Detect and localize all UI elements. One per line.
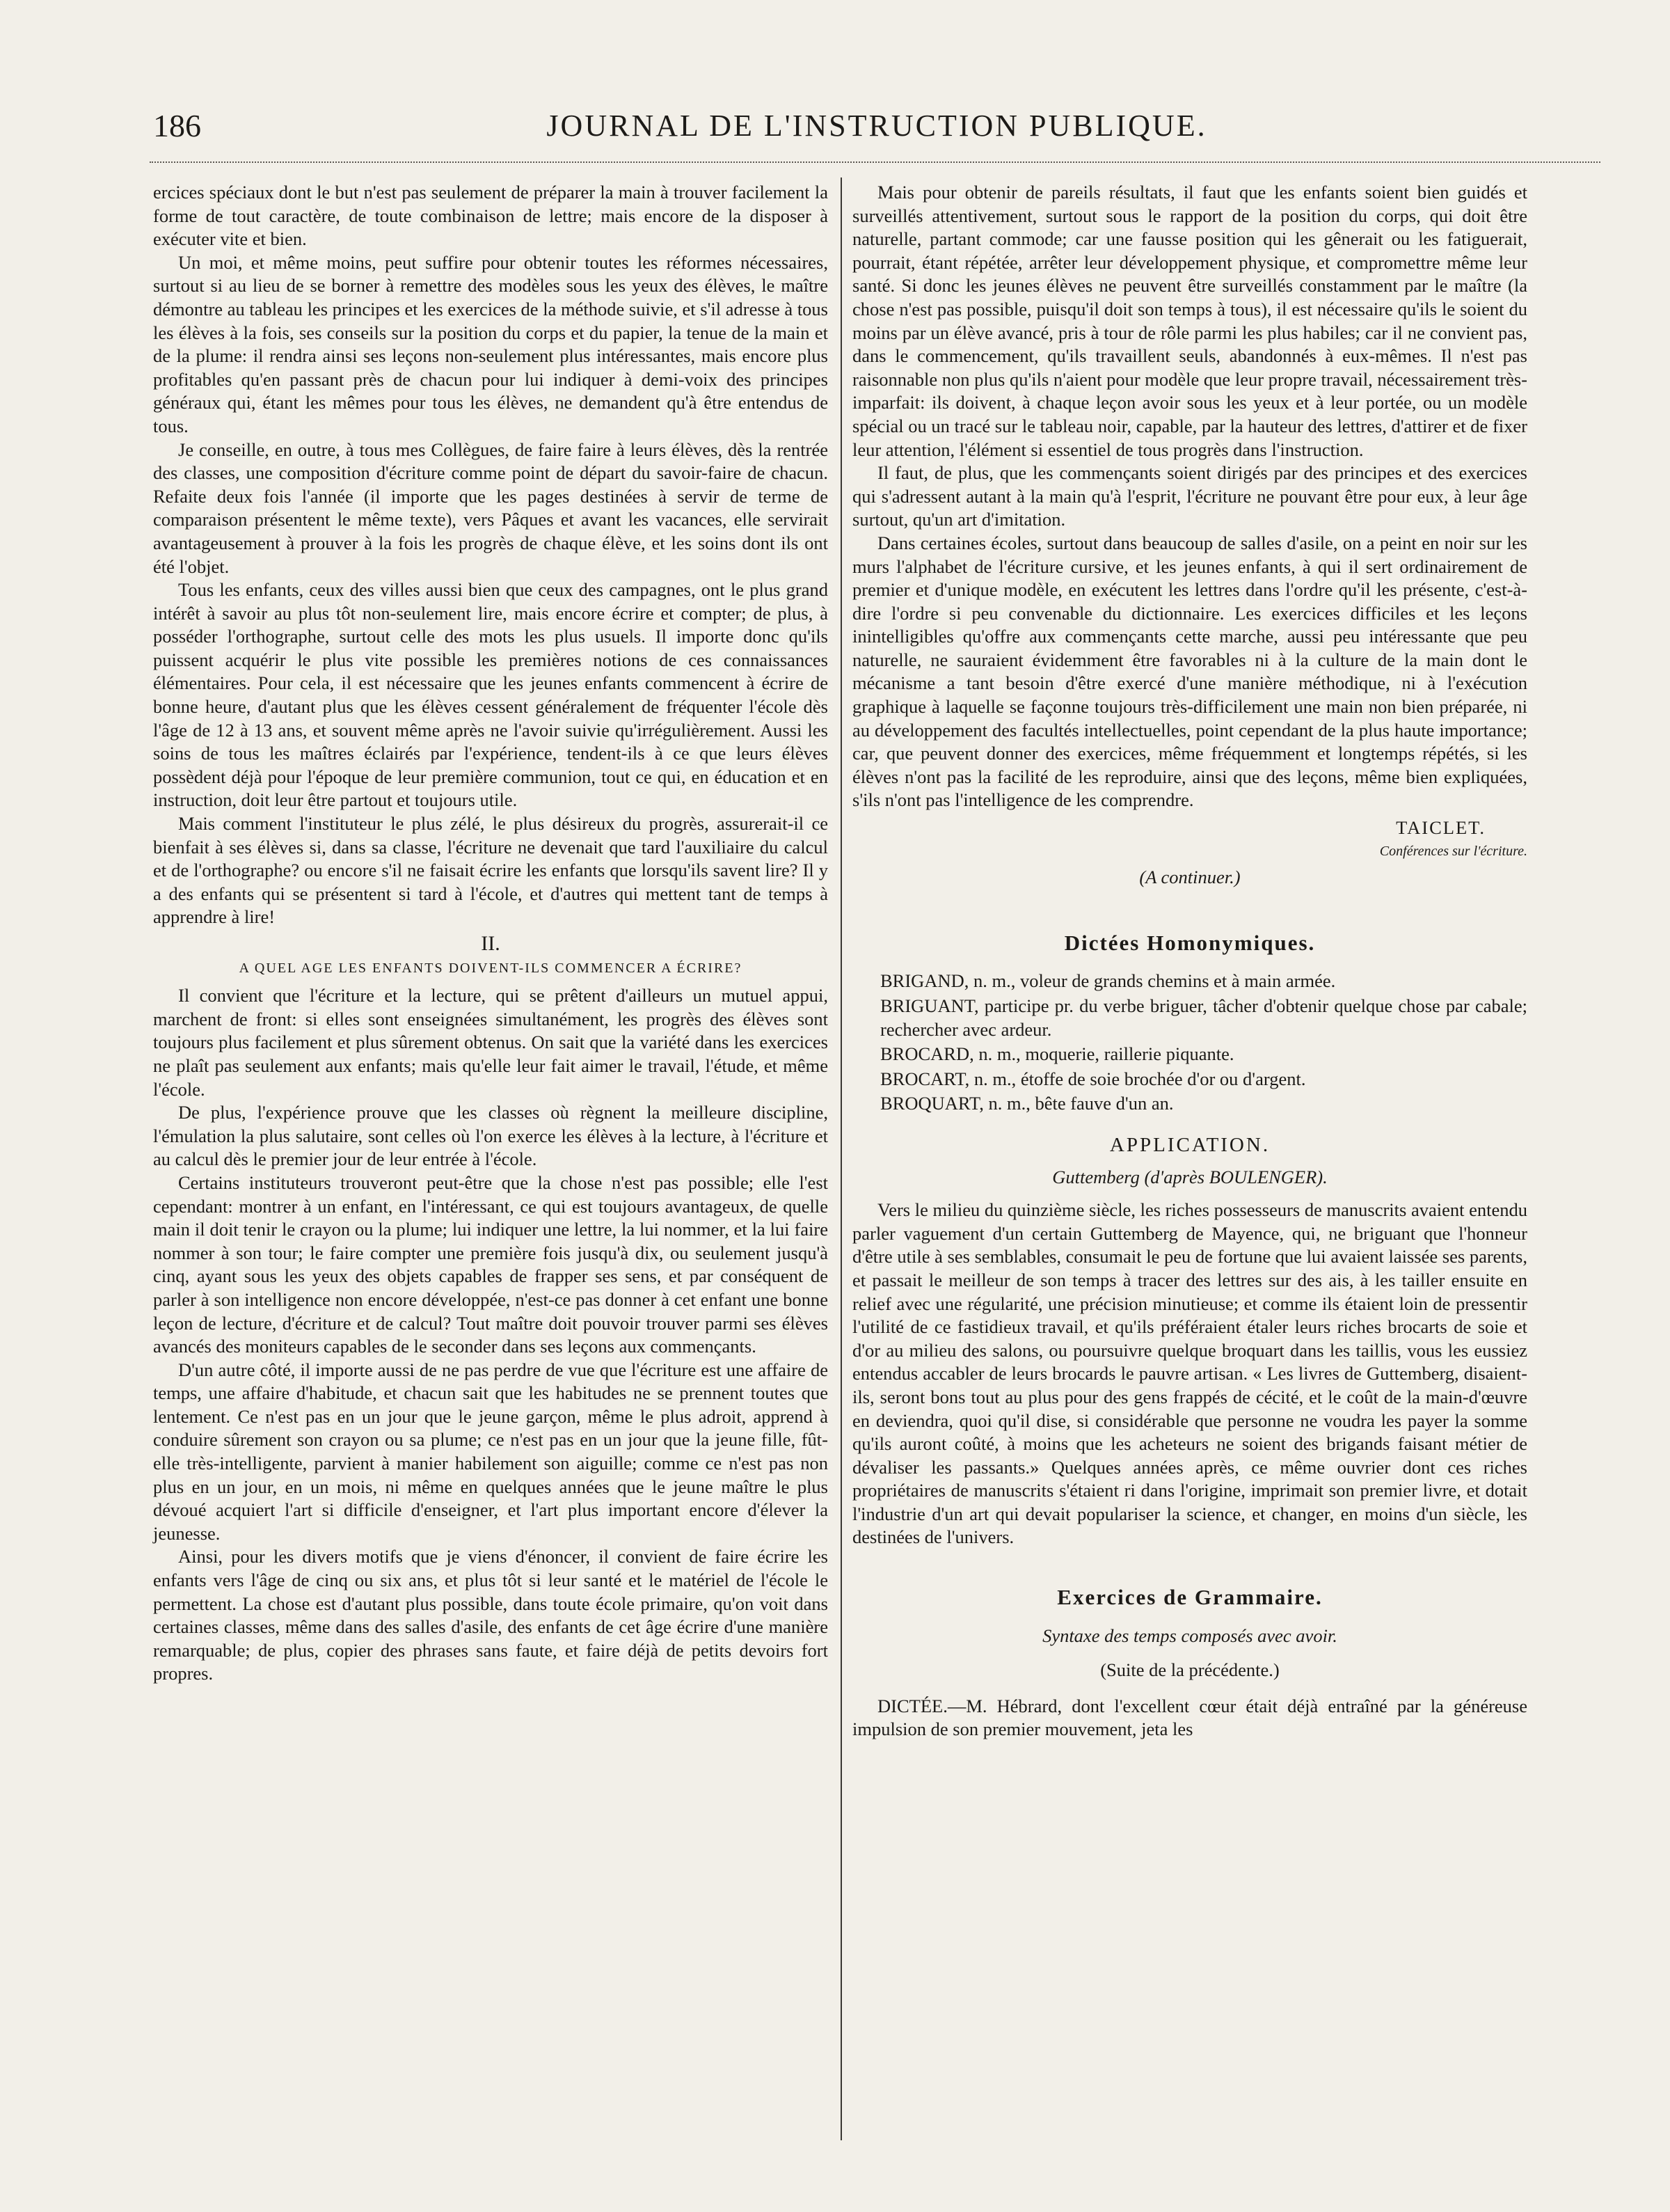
- section-heading-grammaire: Exercices de Grammaire.: [1057, 1585, 1323, 1610]
- right-column: [852, 181, 1527, 1741]
- left-column: [153, 181, 828, 1686]
- paragraph: Mais pour obtenir de pareils résultats, il faut que les enfants soient bien guidés et surveillés attentivement, surtout sous le rapport de la position du corps, qui doit être naturelle, partant commode; car une fausse position qui les gênerait ou les fatiguerait, pourrait, étant répétée, arrêter leur développement physique, et compromettre même leur santé. Si donc les jeunes élèves ne peuvent être surveillés constamment par le maître (la chose n'est pas possible, puisqu'il doit son temps à tous), il est nécessaire qu'ils le soient du moins par un élève avancé, pris à tour de rôle parmi les plus habiles; car il ne convient pas, dans le commencement, qu'ils travaillent seuls, abandonnés à eux-mêmes. Il n'est pas raisonnable non plus qu'ils n'aient pour modèle que leur propre travail, nécessairement très-imparfait: ils doivent, à chaque leçon avoir sous les yeux et à leur portée, ou un modèle spécial ou un tracé sur le tableau noir, capable, par la hauteur des lettres, d'attirer et de fixer leur attention, l'élément si essentiel de tous progrès dans l'instruction.: [852, 182, 1527, 460]
- paragraph: D'un autre côté, il importe aussi de ne pas perdre de vue que l'écriture est une affaire de temps, une affaire d'habitude, et chacun sait que les habitudes ne se prennent toutes que lentement. Ce n'est pas en un jour que le jeune garçon, même le plus adroit, apprend à conduire sûrement son crayon ou sa plume; ce n'est pas en un jour que la jeune fille, fût-elle très-intelligente, parvient à manier habilement son aiguille; comme ce n'est pas non plus en un jour, en un mois, ni même en quelques années que le jeune maître le plus dévoué acquiert l'art si difficile d'enseigner, et l'art plus important encore d'élever la jeunesse.: [153, 1359, 828, 1544]
- dictionary-entry: BROCART, n. m., étoffe de soie brochée d'or ou d'argent.: [880, 1068, 1306, 1089]
- dictionary-entry: BRIGUANT, participe pr. du verbe briguer, tâcher d'obtenir quelque chose par cabale; rechercher avec ardeur.: [880, 995, 1527, 1040]
- paragraph: Tous les enfants, ceux des villes aussi bien que ceux des campagnes, ont le plus grand intérêt à savoir au plus tôt non-seulement lire, mais encore écrire et compter; de plus, à posséder l'orthographe, surtout celle des mots les plus usuels. Il importe donc qu'ils puissent acquérir le plus vite possible les premières notions de ces connaissances élémentaires. Pour cela, il est nécessaire que les jeunes enfants commencent à écrire de bonne heure, d'autant plus que les élèves cessent généralement de fréquenter l'école dès l'âge de 12 à 13 ans, et souvent même après ne l'avoir suivie qu'irrégulièrement. Aussi les soins de tous les maîtres éclairés par l'expérience, tendent-ils à ce que leurs élèves possèdent déjà pour l'époque de leur première communion, tout ce qui, en éducation et en instruction, doit leur être partout et toujours utile.: [153, 579, 828, 811]
- spacer: [852, 890, 1527, 929]
- paragraph: Un moi, et même moins, peut suffire pour obtenir toutes les réformes nécessaires, surtout si au lieu de se borner à remettre des modèles sous les yeux des élèves, le maître démontre au tableau les principes et les exercices de la méthode suivie, et s'il adresse à tous les élèves à la fois, ses conseils sur la position du corps et du papier, la tenue de la main et de la plume: il rendra ainsi ses leçons non-seulement plus intéressantes, mais encore plus profitables qu'en passant près de chacun pour lui indiquer à demi-voix des principes généraux qui, étant les mêmes pour tous les élèves, ne demandent qu'à être entendus de tous.: [153, 251, 828, 436]
- paragraph: Vers le milieu du quinzième siècle, les riches possesseurs de manuscrits avaient entendu parler vaguement d'un certain Guttemberg de Mayence, qui, ne briguant que l'honneur d'être utile à ses semblables, consumait le peu de fortune que lui avaient laissée ses parents, et passait le meilleur de son temps à tracer des lettres sur des ais, à les tailler ensuite en relief avec une régularité, une précision minutieuse; et comme ils étaient loin de pressentir l'utilité de ce fastidieux travail, et qu'ils préféraient étaler leurs riches brocarts de soie et d'or au milieu des salons, ou poursuivre quelque broquart dans les taillis, vous les eussiez entendus accabler de leurs brocards le pauvre artisan. « Les livres de Guttemberg, disaient-ils, seront bons tout au plus pour des gens frappés de cécité, et le coût de la main-d'œuvre en deviendra, quoi qu'il dise, si considérable que personne ne voudra les payer la somme qu'ils auront coûté, à moins que les acheteurs ne soient des brigands faisant métier de dévaliser les passants.» Quelques années après, ce même ouvrier dont ces riches propriétaires de manuscrits s'étaient ri dans l'origine, imprimait son premier livre, et dotait l'industrie d'un art qui devait populariser la science, et changer, en moins d'un siècle, les destinées de l'univers.: [852, 1199, 1527, 1548]
- paragraph: Je conseille, en outre, à tous mes Collègues, de faire faire à leurs élèves, dès la rentrée des classes, une composition d'écriture comme point de départ du savoir-faire de chacun. Refaite deux fois l'année (il importe que les pages destinées à servir de terme de comparaison présentent le même texte), vers Pâques et avant les vacances, elle servirait avantageusement à prouver à la fois les progrès de chaque élève, et les soins dont ils ont été l'objet.: [153, 439, 828, 577]
- paragraph: DICTÉE.—M. Hébrard, dont l'excellent cœur était déjà entraîné par la généreuse impulsion de son premier mouvement, jeta les: [852, 1695, 1527, 1740]
- section-number: II.: [481, 932, 500, 955]
- author-signature: TAICLET.: [1396, 817, 1486, 839]
- section-subtitle: Syntaxe des temps composés avec avoir.: [1042, 1625, 1337, 1646]
- spacer: [852, 1549, 1527, 1583]
- paragraph: Dans certaines écoles, surtout dans beaucoup de salles d'asile, on a peint en noir sur les murs l'alphabet de l'écriture cursive, et les jeunes enfants, à qui il sert ordinairement de premier et d'unique modèle, en exécutent les lettres dans l'ordre qu'il les présente, c'est-à-dire l'ordre si peu convenable du dictionnaire. Les exercices difficiles et les leçons inintelligibles qu'offre aux commençants cette marche, aussi peu intéressante que peu naturelle, ne sauraient évidemment être favorables ni à la culture de la main dont le mécanisme a tant besoin d'être exercé d'une manière méthodique, ni à l'exécution graphique à laquelle se façonne toujours très-difficilement une main non bien préparée, ni au développement des facultés intellectuelles, point cependant de la plus haute importance; car, que peuvent donner des exercices, même fréquemment et longtemps répétés, si les élèves n'ont pas la facilité de les reproduire, ainsi que des leçons, même bien expliquées, s'ils n'ont pas l'intelligence de les comprendre.: [852, 532, 1527, 811]
- page-number: 186: [153, 107, 201, 143]
- application-heading: APPLICATION.: [1109, 1133, 1271, 1156]
- paragraph: Il convient que l'écriture et la lecture, qui se prêtent d'ailleurs un mutuel appui, marchent de front: si elles sont enseignées simultanément, les progrès des élèves sont toujours plus facilement et plus sûrement obtenus. On sait que la variété dans les exercices ne plaît pas seulement aux enfants; mais qu'elle leur fait aimer le travail, l'étude, et même l'école.: [153, 985, 828, 1100]
- section-title: A QUEL AGE LES ENFANTS DOIVENT-ILS COMMENCER A ÉCRIRE?: [239, 960, 742, 976]
- paragraph: Il faut, de plus, que les commençants soient dirigés par des principes et des exercices qui s'adressent autant à la main qu'à l'esprit, l'écriture ne pouvant être pour eux, à leur âge surtout, qu'un art d'imitation.: [852, 462, 1527, 530]
- continued-note: (A continuer.): [1139, 867, 1241, 888]
- dictionary-entry: BRIGAND, n. m., voleur de grands chemins et à main armée.: [880, 970, 1336, 992]
- paragraph: Mais comment l'instituteur le plus zélé, le plus désireux du progrès, assurerait-il ce bienfait à ses élèves si, dans sa classe, l'écriture ne devenait que tard l'auxiliaire du calcul et de l'orthographe? ou encore s'il ne faisait écrire les enfants que lorsqu'ils savent lire? Il y a des enfants qui se présentent si tard à l'école, et d'autres qui mettent tant de temps à apprendre à lire!: [153, 813, 828, 928]
- paragraph: Ainsi, pour les divers motifs que je viens d'énoncer, il convient de faire écrire les enfants vers l'âge de cinq ou six ans, et plus tôt si leur santé et le matériel de l'école le permettent. La chose est d'autant plus possible, dans toute école primaire, qu'on voit dans certaines classes, même dans des salles d'asile, des enfants de cet âge écrire d'une manière remarquable; de plus, copier des phrases sans faute, et faire déjà de petits devoirs fort propres.: [153, 1546, 828, 1684]
- application-subtitle: Guttemberg (d'après BOULENGER).: [1052, 1166, 1328, 1187]
- header-rule: [150, 161, 1600, 163]
- paragraph: Certains instituteurs trouveront peut-être que la chose n'est pas possible; elle l'est cependant: montrer à un enfant, en l'intéressant, ce qui est toujours avantageux, de quelle main il doit tenir le crayon ou la plume; lui indiquer une lettre, la lui nommer, et la lui faire nommer à son tour; le faire compter une première fois jusqu'à dix, ou seulement jusqu'à cinq, ayant sous les yeux des objets capables de frapper ses sens, et par conséquent de parler à son intelligence non encore développée, n'est-ce pas donner à cet enfant une bonne leçon de lecture, d'écriture et de calcul? Tout maître doit pouvoir trouver parmi ses élèves avancés des moniteurs capables de le seconder dans ses leçons aux commençants.: [153, 1171, 828, 1357]
- paragraph: ercices spéciaux dont le but n'est pas seulement de préparer la main à trouver facilement la forme de tout caractère, de toute combinaison de lettre; mais encore de la disposer à exécuter vite et bien.: [153, 182, 828, 250]
- dictionary-entry: BROQUART, n. m., bête fauve d'un an.: [880, 1093, 1174, 1114]
- page-header: [153, 104, 1600, 146]
- column-divider: [841, 177, 842, 2140]
- section-note: (Suite de la précédente.): [1100, 1659, 1280, 1681]
- paragraph: De plus, l'expérience prouve que les classes où règnent la meilleure discipline, l'émulation la plus salutaire, sont celles où l'on exerce les élèves à la lecture, à l'écriture et au calcul dès le premier jour de leur entrée à l'école.: [153, 1102, 828, 1170]
- section-heading-dictees: Dictées Homonymiques.: [1064, 930, 1316, 955]
- dictionary-entry: BROCARD, n. m., moquerie, raillerie piquante.: [880, 1043, 1234, 1065]
- running-title: JOURNAL DE L'INSTRUCTION PUBLIQUE.: [546, 108, 1207, 143]
- signature-source: Conférences sur l'écriture.: [1379, 843, 1527, 859]
